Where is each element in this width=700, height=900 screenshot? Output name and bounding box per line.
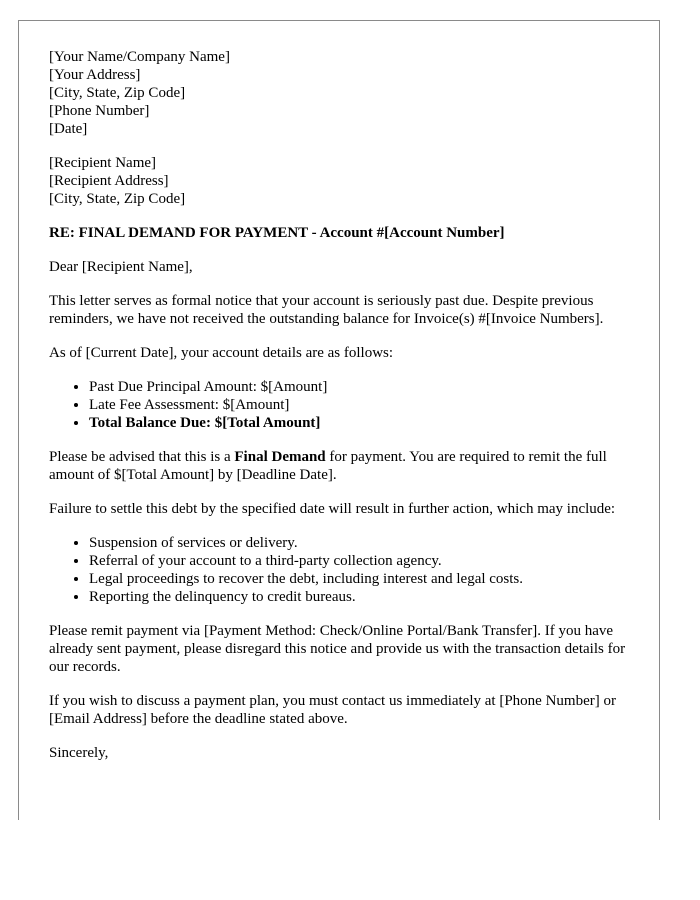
closing: Sincerely, (49, 745, 109, 761)
list-item-consequence: • Reporting the delinquency to credit bureaus. (89, 588, 639, 606)
letter-body (49, 48, 639, 778)
sender-block (49, 48, 639, 138)
demand-paragraph (49, 448, 639, 484)
subject-line: RE: FINAL DEMAND FOR PAYMENT - Account #[Account Number] (49, 225, 505, 241)
list-item-total-balance: • Total Balance Due: $[Total Amount] (89, 414, 639, 432)
list-item-consequence: • Legal proceedings to recover the debt, including interest and legal costs. (89, 570, 639, 588)
list-item-late-fee: • Late Fee Assessment: $[Amount] (89, 396, 639, 414)
sender-address: [Your Address] (49, 67, 141, 83)
payment-plan-paragraph: If you wish to discuss a payment plan, you must contact us immediately at [Phone Number] or [Email Address] before the deadline stated above. (49, 693, 616, 727)
list-item-consequence: • Suspension of services or delivery. (89, 534, 639, 552)
consequences-intro-paragraph: Failure to settle this debt by the specified date will result in further action, which may include: (49, 501, 616, 517)
recipient-city-state-zip: [City, State, Zip Code] (49, 191, 186, 207)
intro-paragraph: This letter serves as formal notice that your account is seriously past due. Despite previous reminders, we have not received the outstanding balance for Invoice(s) #[Invoice Numbers]. (49, 293, 604, 327)
list-item-principal: • Past Due Principal Amount: $[Amount] (89, 378, 639, 396)
letter-page (18, 20, 660, 820)
details-intro-paragraph: As of [Current Date], your account details are as follows: (49, 345, 394, 361)
letter-date: [Date] (49, 121, 88, 137)
demand-text-after: for payment. You are required to remit the full amount of $[Total Amount] by [Deadline Date]. (49, 449, 607, 483)
final-demand-emphasis: Final Demand (234, 449, 326, 465)
account-details-list (49, 378, 639, 432)
list-item-consequence: • Referral of your account to a third-party collection agency. (89, 552, 639, 570)
sender-phone: [Phone Number] (49, 103, 150, 119)
payment-instructions-paragraph: Please remit payment via [Payment Method: Check/Online Portal/Bank Transfer]. If you have already sent payment, please disregard this notice and provide us with the transaction details for our records. (49, 623, 626, 675)
demand-text-before: Please be advised that this is a (49, 449, 235, 465)
recipient-address: [Recipient Address] (49, 173, 169, 189)
sender-city-state-zip: [City, State, Zip Code] (49, 85, 186, 101)
consequences-list (49, 534, 639, 606)
salutation: Dear [Recipient Name], (49, 259, 193, 275)
recipient-block (49, 154, 639, 208)
sender-name: [Your Name/Company Name] (49, 49, 230, 65)
recipient-name: [Recipient Name] (49, 155, 157, 171)
